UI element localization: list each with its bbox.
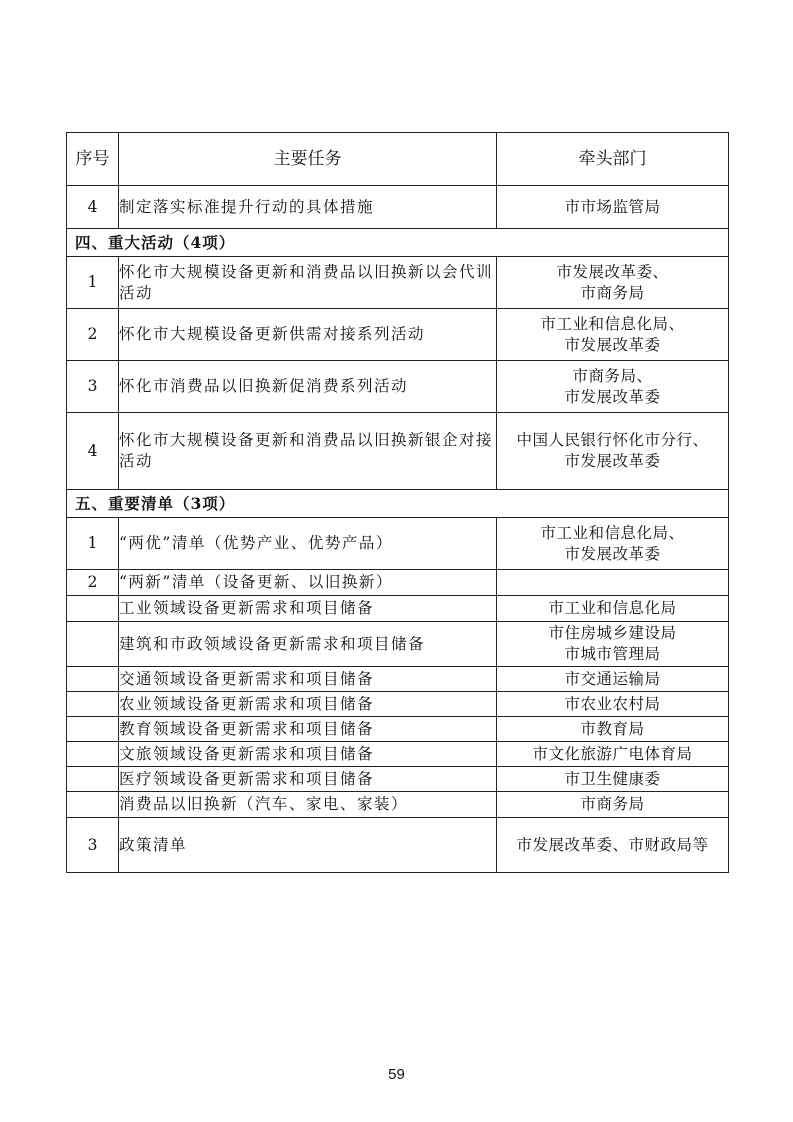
section-heading	[67, 229, 729, 257]
table-row	[67, 596, 729, 622]
row-dept: 市工业和信息化局、 市发展改革委	[497, 518, 729, 570]
row-task: 交通领域设备更新需求和项目储备	[119, 667, 497, 692]
header-row	[67, 133, 729, 186]
row-task: 文旅领域设备更新需求和项目储备	[119, 742, 497, 767]
table-row	[67, 570, 729, 596]
row-dept: 市工业和信息化局	[497, 596, 729, 622]
row-task: 怀化市大规模设备更新和消费品以旧换新银企对接活动	[119, 413, 497, 490]
row-dept: 市发展改革委、市财政局等	[497, 818, 729, 873]
row-task: 怀化市消费品以旧换新促消费系列活动	[119, 361, 497, 413]
row-dept: 中国人民银行怀化市分行、 市发展改革委	[497, 413, 729, 490]
row-num: 1	[67, 518, 119, 570]
row-dept: 市工业和信息化局、 市发展改革委	[497, 309, 729, 361]
row-task: 怀化市大规模设备更新供需对接系列活动	[119, 309, 497, 361]
row-num: 1	[67, 257, 119, 309]
row-num	[67, 622, 119, 667]
page-number: 59	[388, 1066, 405, 1083]
row-task: 制定落实标准提升行动的具体措施	[119, 186, 497, 229]
row-task: “两优”清单（优势产业、优势产品）	[119, 518, 497, 570]
row-task: 消费品以旧换新（汽车、家电、家装）	[119, 792, 497, 818]
table-row	[67, 792, 729, 818]
row-task: 政策清单	[119, 818, 497, 873]
row-task: 教育领域设备更新需求和项目储备	[119, 717, 497, 742]
section-four-title: 四、重大活动（4项）	[67, 229, 729, 257]
row-num: 3	[67, 818, 119, 873]
row-num	[67, 792, 119, 818]
table-row	[67, 361, 729, 413]
row-dept: 市教育局	[497, 717, 729, 742]
table-row	[67, 257, 729, 309]
row-dept: 市交通运输局	[497, 667, 729, 692]
row-task: 怀化市大规模设备更新和消费品以旧换新以会代训活动	[119, 257, 497, 309]
table-row	[67, 518, 729, 570]
row-num: 2	[67, 309, 119, 361]
row-num	[67, 742, 119, 767]
row-dept: 市市场监管局	[497, 186, 729, 229]
row-num: 3	[67, 361, 119, 413]
row-num	[67, 667, 119, 692]
section-heading	[67, 490, 729, 518]
row-num	[67, 692, 119, 717]
row-dept: 市农业农村局	[497, 692, 729, 717]
row-task: “两新”清单（设备更新、以旧换新）	[119, 570, 497, 596]
table-row	[67, 309, 729, 361]
table-row	[67, 818, 729, 873]
row-num: 4	[67, 413, 119, 490]
table-row	[67, 692, 729, 717]
table-row	[67, 717, 729, 742]
table-row	[67, 667, 729, 692]
row-num: 4	[67, 186, 119, 229]
row-num	[67, 767, 119, 792]
task-table	[66, 132, 729, 873]
row-num	[67, 596, 119, 622]
row-dept	[497, 570, 729, 596]
table-row	[67, 186, 729, 229]
row-dept: 市发展改革委、 市商务局	[497, 257, 729, 309]
header-dept: 牵头部门	[497, 133, 729, 186]
row-task: 医疗领域设备更新需求和项目储备	[119, 767, 497, 792]
row-dept: 市住房城乡建设局 市城市管理局	[497, 622, 729, 667]
header-task: 主要任务	[119, 133, 497, 186]
row-dept: 市商务局、 市发展改革委	[497, 361, 729, 413]
header-num: 序号	[67, 133, 119, 186]
table-row	[67, 742, 729, 767]
row-num: 2	[67, 570, 119, 596]
row-dept: 市商务局	[497, 792, 729, 818]
row-task: 农业领域设备更新需求和项目储备	[119, 692, 497, 717]
row-num	[67, 717, 119, 742]
section-five-title: 五、重要清单（3项）	[67, 490, 729, 518]
row-dept: 市卫生健康委	[497, 767, 729, 792]
row-task: 工业领域设备更新需求和项目储备	[119, 596, 497, 622]
row-dept: 市文化旅游广电体育局	[497, 742, 729, 767]
table-row	[67, 413, 729, 490]
table-row	[67, 767, 729, 792]
table-row	[67, 622, 729, 667]
row-task: 建筑和市政领域设备更新需求和项目储备	[119, 622, 497, 667]
